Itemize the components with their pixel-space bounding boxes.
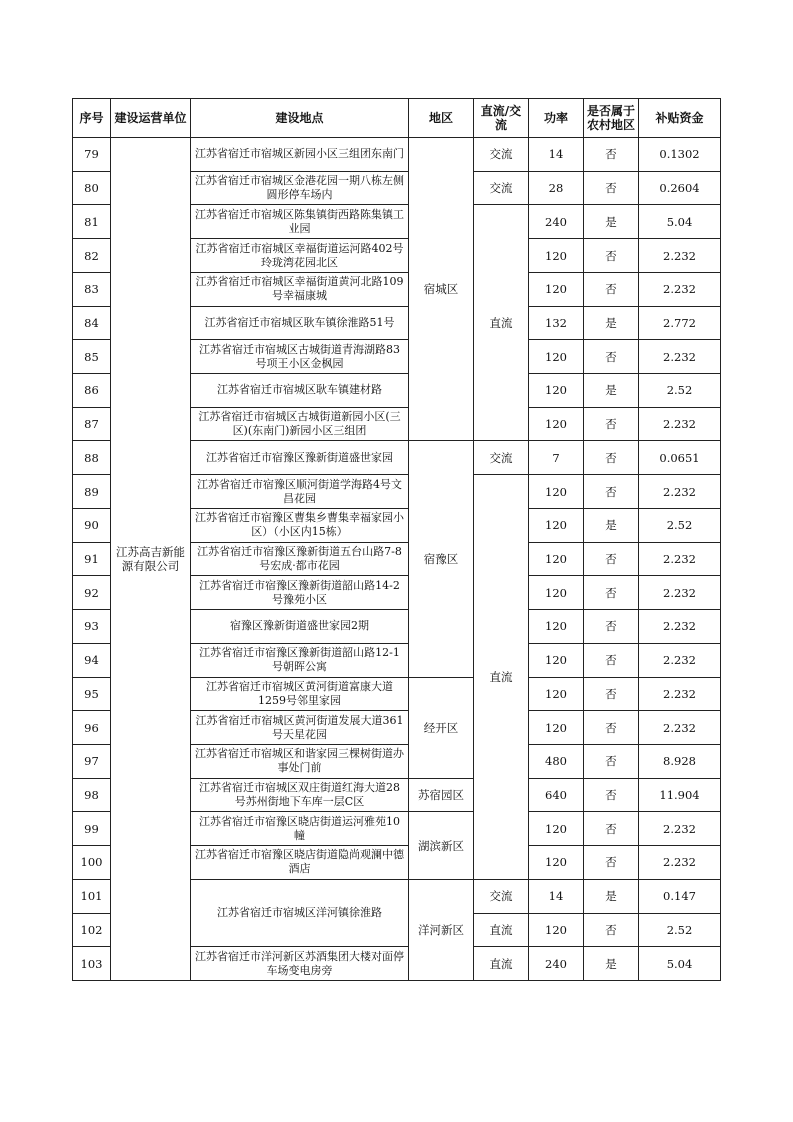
current-cell: 直流 <box>474 947 529 981</box>
current-cell: 交流 <box>474 171 529 205</box>
subsidy-cell: 2.232 <box>639 340 721 374</box>
seq-cell: 79 <box>73 138 111 172</box>
location-cell: 江苏省宿迁市宿城区新园小区三组团东南门 <box>191 138 409 172</box>
location-cell: 江苏省宿迁市宿城区和谐家园三棵树街道办事处门前 <box>191 744 409 778</box>
subsidy-cell: 2.232 <box>639 542 721 576</box>
current-cell: 直流 <box>474 475 529 880</box>
location-cell: 江苏省宿迁市宿城区黄河街道发展大道361号天星花园 <box>191 711 409 745</box>
subsidy-cell: 2.232 <box>639 407 721 441</box>
subsidy-cell: 2.232 <box>639 711 721 745</box>
rural-cell: 是 <box>584 879 639 913</box>
location-cell: 江苏省宿迁市宿豫区晓店街道运河雅苑10幢 <box>191 812 409 846</box>
col-district: 地区 <box>409 99 474 138</box>
power-cell: 132 <box>529 306 584 340</box>
current-cell: 直流 <box>474 913 529 947</box>
rural-cell: 否 <box>584 643 639 677</box>
power-cell: 120 <box>529 913 584 947</box>
power-cell: 120 <box>529 340 584 374</box>
seq-cell: 91 <box>73 542 111 576</box>
subsidy-cell: 5.04 <box>639 947 721 981</box>
power-cell: 120 <box>529 846 584 880</box>
seq-cell: 94 <box>73 643 111 677</box>
power-cell: 14 <box>529 879 584 913</box>
district-cell: 湖滨新区 <box>409 812 474 879</box>
subsidy-cell: 2.232 <box>639 576 721 610</box>
power-cell: 480 <box>529 744 584 778</box>
location-cell: 江苏省宿迁市宿城区古城街道青海湖路83号项王小区金枫园 <box>191 340 409 374</box>
col-seq: 序号 <box>73 99 111 138</box>
power-cell: 240 <box>529 205 584 239</box>
rural-cell: 否 <box>584 340 639 374</box>
location-cell: 江苏省宿迁市宿城区古城街道新园小区(三区)(东南门)新园小区三组团 <box>191 407 409 441</box>
rural-cell: 否 <box>584 542 639 576</box>
rural-cell: 否 <box>584 576 639 610</box>
subsidy-cell: 2.52 <box>639 508 721 542</box>
power-cell: 28 <box>529 171 584 205</box>
col-location: 建设地点 <box>191 99 409 138</box>
power-cell: 240 <box>529 947 584 981</box>
seq-cell: 84 <box>73 306 111 340</box>
location-cell: 江苏省宿迁市宿豫区曹集乡曹集幸福家园小区）（小区内15栋） <box>191 508 409 542</box>
subsidy-cell: 0.0651 <box>639 441 721 475</box>
rural-cell: 是 <box>584 205 639 239</box>
seq-cell: 102 <box>73 913 111 947</box>
location-cell: 江苏省宿迁市宿城区陈集镇街西路陈集镇工业园 <box>191 205 409 239</box>
power-cell: 120 <box>529 542 584 576</box>
location-cell: 江苏省宿迁市宿豫区顺河街道学海路4号文昌花园 <box>191 475 409 509</box>
power-cell: 120 <box>529 508 584 542</box>
power-cell: 7 <box>529 441 584 475</box>
seq-cell: 98 <box>73 778 111 812</box>
location-cell: 江苏省宿迁市宿城区耿车镇建材路 <box>191 374 409 408</box>
subsidy-cell: 2.232 <box>639 610 721 644</box>
seq-cell: 92 <box>73 576 111 610</box>
district-cell: 宿城区 <box>409 138 474 441</box>
seq-cell: 89 <box>73 475 111 509</box>
current-cell: 直流 <box>474 205 529 441</box>
rural-cell: 否 <box>584 711 639 745</box>
district-cell: 苏宿园区 <box>409 778 474 812</box>
subsidy-cell: 2.52 <box>639 913 721 947</box>
seq-cell: 101 <box>73 879 111 913</box>
power-cell: 120 <box>529 374 584 408</box>
power-cell: 120 <box>529 812 584 846</box>
location-cell: 江苏省宿迁市宿城区耿车镇徐淮路51号 <box>191 306 409 340</box>
power-cell: 120 <box>529 576 584 610</box>
location-cell: 江苏省宿迁市宿城区幸福街道运河路402号玲珑湾花园北区 <box>191 239 409 273</box>
rural-cell: 否 <box>584 744 639 778</box>
subsidy-cell: 8.928 <box>639 744 721 778</box>
subsidy-cell: 5.04 <box>639 205 721 239</box>
location-cell: 宿豫区豫新街道盛世家园2期 <box>191 610 409 644</box>
district-cell: 洋河新区 <box>409 879 474 980</box>
subsidy-cell: 2.232 <box>639 475 721 509</box>
power-cell: 120 <box>529 407 584 441</box>
seq-cell: 87 <box>73 407 111 441</box>
rural-cell: 否 <box>584 610 639 644</box>
subsidy-cell: 0.1302 <box>639 138 721 172</box>
seq-cell: 97 <box>73 744 111 778</box>
seq-cell: 103 <box>73 947 111 981</box>
power-cell: 120 <box>529 610 584 644</box>
district-cell: 经开区 <box>409 677 474 778</box>
header-row <box>73 99 721 138</box>
subsidy-cell: 2.232 <box>639 272 721 306</box>
power-cell: 120 <box>529 677 584 711</box>
rural-cell: 否 <box>584 272 639 306</box>
location-cell: 江苏省宿迁市宿城区幸福街道黄河北路109号幸福康城 <box>191 272 409 306</box>
rural-cell: 是 <box>584 947 639 981</box>
rural-cell: 否 <box>584 239 639 273</box>
subsidy-cell: 2.232 <box>639 677 721 711</box>
seq-cell: 81 <box>73 205 111 239</box>
rural-cell: 是 <box>584 508 639 542</box>
power-cell: 120 <box>529 711 584 745</box>
location-cell: 江苏省宿迁市宿豫区豫新街道盛世家园 <box>191 441 409 475</box>
rural-cell: 否 <box>584 475 639 509</box>
seq-cell: 88 <box>73 441 111 475</box>
current-cell: 交流 <box>474 879 529 913</box>
rural-cell: 否 <box>584 812 639 846</box>
col-operator: 建设运营单位 <box>111 99 191 138</box>
location-cell: 江苏省宿迁市宿豫区豫新街道韶山路12-1号朝晖公寓 <box>191 643 409 677</box>
col-subsidy: 补贴资金 <box>639 99 721 138</box>
rural-cell: 否 <box>584 913 639 947</box>
rural-cell: 否 <box>584 677 639 711</box>
subsidy-cell: 2.232 <box>639 239 721 273</box>
location-cell: 江苏省宿迁市宿城区黄河街道富康大道1259号邻里家园 <box>191 677 409 711</box>
location-cell: 江苏省宿迁市洋河新区苏酒集团大楼对面停车场变电房旁 <box>191 947 409 981</box>
seq-cell: 95 <box>73 677 111 711</box>
subsidy-cell: 11.904 <box>639 778 721 812</box>
col-power: 功率 <box>529 99 584 138</box>
subsidy-cell: 0.2604 <box>639 171 721 205</box>
power-cell: 120 <box>529 475 584 509</box>
power-cell: 640 <box>529 778 584 812</box>
rural-cell: 否 <box>584 846 639 880</box>
rural-cell: 是 <box>584 374 639 408</box>
rural-cell: 否 <box>584 441 639 475</box>
rural-cell: 否 <box>584 407 639 441</box>
location-cell: 江苏省宿迁市宿城区双庄街道红海大道28号苏州街地下车库一层C区 <box>191 778 409 812</box>
seq-cell: 100 <box>73 846 111 880</box>
seq-cell: 83 <box>73 272 111 306</box>
subsidy-cell: 2.772 <box>639 306 721 340</box>
power-cell: 120 <box>529 643 584 677</box>
location-cell: 江苏省宿迁市宿豫区豫新街道韶山路14-2号豫苑小区 <box>191 576 409 610</box>
rural-cell: 否 <box>584 778 639 812</box>
operator-cell: 江苏高吉新能源有限公司 <box>111 138 191 981</box>
current-cell: 交流 <box>474 441 529 475</box>
seq-cell: 99 <box>73 812 111 846</box>
rural-cell: 是 <box>584 306 639 340</box>
subsidy-cell: 2.232 <box>639 846 721 880</box>
location-cell: 江苏省宿迁市宿豫区豫新街道五台山路7-8号宏成·都市花园 <box>191 542 409 576</box>
table-row <box>73 138 721 172</box>
subsidy-cell: 2.232 <box>639 812 721 846</box>
seq-cell: 93 <box>73 610 111 644</box>
power-cell: 120 <box>529 239 584 273</box>
seq-cell: 80 <box>73 171 111 205</box>
power-cell: 14 <box>529 138 584 172</box>
location-cell: 江苏省宿迁市宿城区洋河镇徐淮路 <box>191 879 409 946</box>
current-cell: 交流 <box>474 138 529 172</box>
seq-cell: 96 <box>73 711 111 745</box>
seq-cell: 86 <box>73 374 111 408</box>
rural-cell: 否 <box>584 171 639 205</box>
seq-cell: 90 <box>73 508 111 542</box>
subsidy-cell: 2.52 <box>639 374 721 408</box>
subsidy-cell: 0.147 <box>639 879 721 913</box>
subsidy-cell: 2.232 <box>639 643 721 677</box>
subsidy-table <box>72 98 721 981</box>
seq-cell: 82 <box>73 239 111 273</box>
col-rural: 是否属于农村地区 <box>584 99 639 138</box>
district-cell: 宿豫区 <box>409 441 474 677</box>
power-cell: 120 <box>529 272 584 306</box>
location-cell: 江苏省宿迁市宿豫区晓店街道隐尚观澜中德酒店 <box>191 846 409 880</box>
seq-cell: 85 <box>73 340 111 374</box>
col-current: 直流/交流 <box>474 99 529 138</box>
location-cell: 江苏省宿迁市宿城区金港花园一期八栋左侧圆形停车场内 <box>191 171 409 205</box>
rural-cell: 否 <box>584 138 639 172</box>
